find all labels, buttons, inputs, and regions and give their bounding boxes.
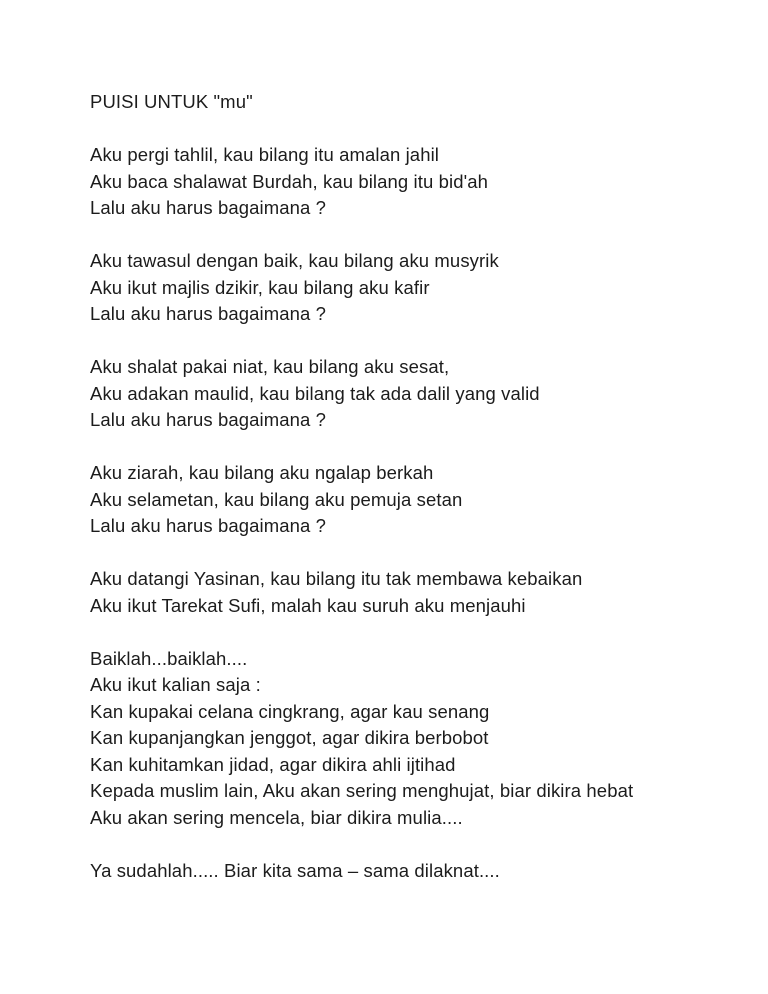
stanza-7: [90, 858, 750, 885]
poem-line: Aku ikut Tarekat Sufi, malah kau suruh aku menjauhi: [90, 594, 526, 616]
stanza-3: [90, 354, 750, 434]
poem-line: Aku pergi tahlil, kau bilang itu amalan jahil: [90, 144, 440, 165]
stanza-5: [90, 566, 750, 619]
stanza-2: [90, 248, 750, 328]
poem-line: Aku adakan maulid, kau bilang tak ada dalil yang valid: [90, 382, 540, 404]
poem-line: Aku datangi Yasinan, kau bilang itu tak membawa kebaikan: [90, 568, 583, 589]
poem-line: Aku tawasul dengan baik, kau bilang aku musyrik: [90, 250, 499, 271]
poem-line: Aku shalat pakai niat, kau bilang aku sesat,: [90, 356, 450, 377]
poem-line: Aku ziarah, kau bilang aku ngalap berkah: [90, 462, 434, 483]
poem-line: Aku ikut kalian saja :: [90, 674, 261, 695]
poem-line: Aku baca shalawat Burdah, kau bilang itu bid'ah: [90, 170, 489, 192]
poem-line: Baiklah...baiklah....: [90, 647, 248, 669]
poem-line: Aku akan sering mencela, biar dikira mulia....: [90, 806, 463, 828]
stanza-1: [90, 142, 750, 222]
poem-line: Lalu aku harus bagaimana ?: [90, 197, 327, 218]
poem-line: Ya sudahlah..... Biar kita sama – sama dilaknat....: [90, 859, 500, 881]
poem-line: Kan kupanjangkan jenggot, agar dikira berbobot: [90, 727, 489, 748]
poem-line: Kan kupakai celana cingkrang, agar kau senang: [90, 700, 490, 722]
poem-line: Kepada muslim lain, Aku akan sering menghujat, biar dikira hebat: [90, 780, 634, 801]
poem-line: Aku selametan, kau bilang aku pemuja setan: [90, 488, 463, 510]
poem-line: Kan kuhitamkan jidad, agar dikira ahli ijtihad: [90, 753, 456, 775]
poem-line: Lalu aku harus bagaimana ?: [90, 303, 327, 324]
poem-title: PUISI UNTUK "mu": [90, 91, 253, 112]
stanza-4: [90, 460, 750, 540]
poem-body: [90, 89, 750, 911]
stanza-6: [90, 646, 750, 832]
poem-line: Lalu aku harus bagaimana ?: [90, 409, 327, 430]
poem-line: Lalu aku harus bagaimana ?: [90, 515, 327, 536]
poem-line: Aku ikut majlis dzikir, kau bilang aku kafir: [90, 276, 430, 298]
